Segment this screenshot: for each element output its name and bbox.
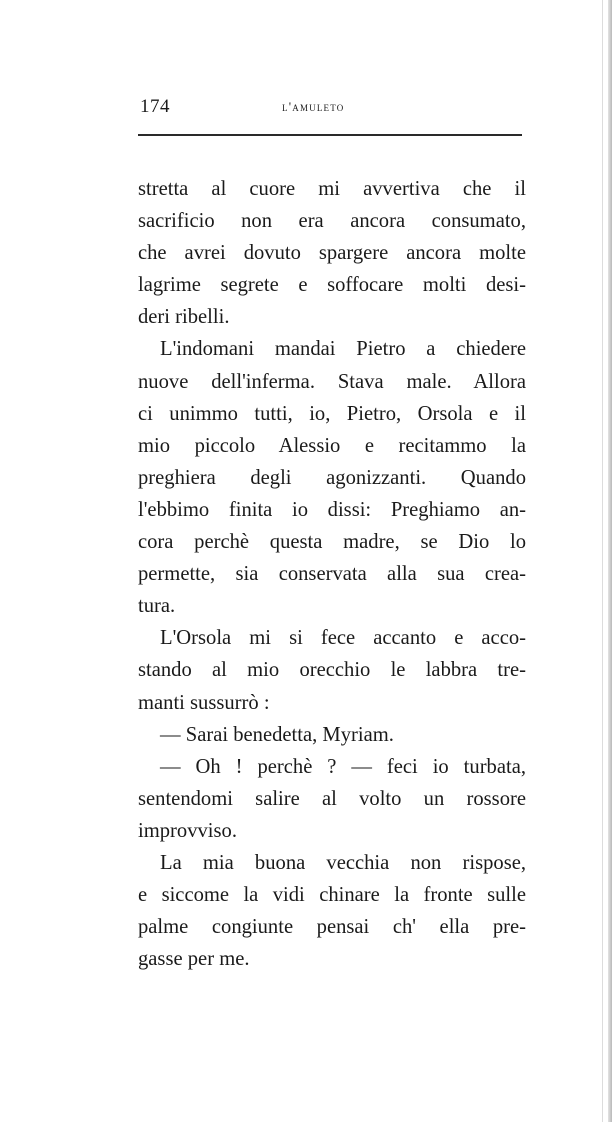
text-line: stando al mio orecchio le labbra tre- [138, 659, 526, 682]
text-line: manti sussurrò : [138, 691, 270, 714]
text-line: lagrime segrete e soffocare molti desi- [138, 274, 526, 297]
paragraph [138, 847, 526, 975]
text-line: stretta al cuore mi avvertiva che il [138, 178, 526, 200]
dialogue-line: — Oh ! perchè ? — feci io turbata, [160, 755, 526, 778]
text-line: permette, sia conservata alla sua crea- [138, 563, 526, 586]
text-line: La mia buona vecchia non rispose, [160, 851, 526, 874]
text-line: mio piccolo Alessio e recitammo la [138, 434, 526, 457]
paragraph [138, 173, 526, 333]
text-line: L'indomani mandai Pietro a chiedere [160, 338, 526, 361]
text-line: e siccome la vidi chinare la fronte sulle [138, 884, 526, 907]
text-line: che avrei dovuto spargere ancora molte [138, 242, 526, 265]
paragraph [138, 719, 526, 751]
text-line: cora perchè questa madre, se Dio lo [138, 531, 526, 554]
text-line: gasse per me. [138, 948, 250, 971]
running-title: l'amuleto [282, 99, 345, 114]
text-line: preghiera degli agonizzanti. Quando [138, 466, 526, 489]
paragraph [138, 333, 526, 622]
text-line: ci unimmo tutti, io, Pietro, Orsola e il [138, 402, 526, 425]
paragraph [138, 751, 526, 847]
text-line: sentendomi salire al volto un rossore [138, 787, 526, 810]
body-text [138, 173, 526, 975]
text-line: L'Orsola mi si fece accanto e acco- [160, 627, 526, 650]
paragraph [138, 622, 526, 718]
running-head [138, 96, 526, 120]
text-line: tura. [138, 595, 176, 618]
text-line: l'ebbimo finita io dissi: Preghiamo an- [138, 498, 526, 521]
text-line: deri ribelli. [138, 306, 230, 329]
text-line: improvviso. [138, 819, 237, 842]
text-line: palme congiunte pensai ch' ella pre- [138, 916, 526, 939]
text-line: sacrificio non era ancora consumato, [138, 210, 526, 233]
header-rule [138, 134, 522, 136]
page-edge-shadow [608, 0, 612, 1122]
page-number: 174 [140, 96, 170, 117]
text-line: nuove dell'inferma. Stava male. Allora [138, 370, 526, 393]
dialogue-line: — Sarai benedetta, Myriam. [160, 723, 394, 746]
page-edge-line [602, 0, 603, 1122]
book-page [138, 96, 526, 975]
